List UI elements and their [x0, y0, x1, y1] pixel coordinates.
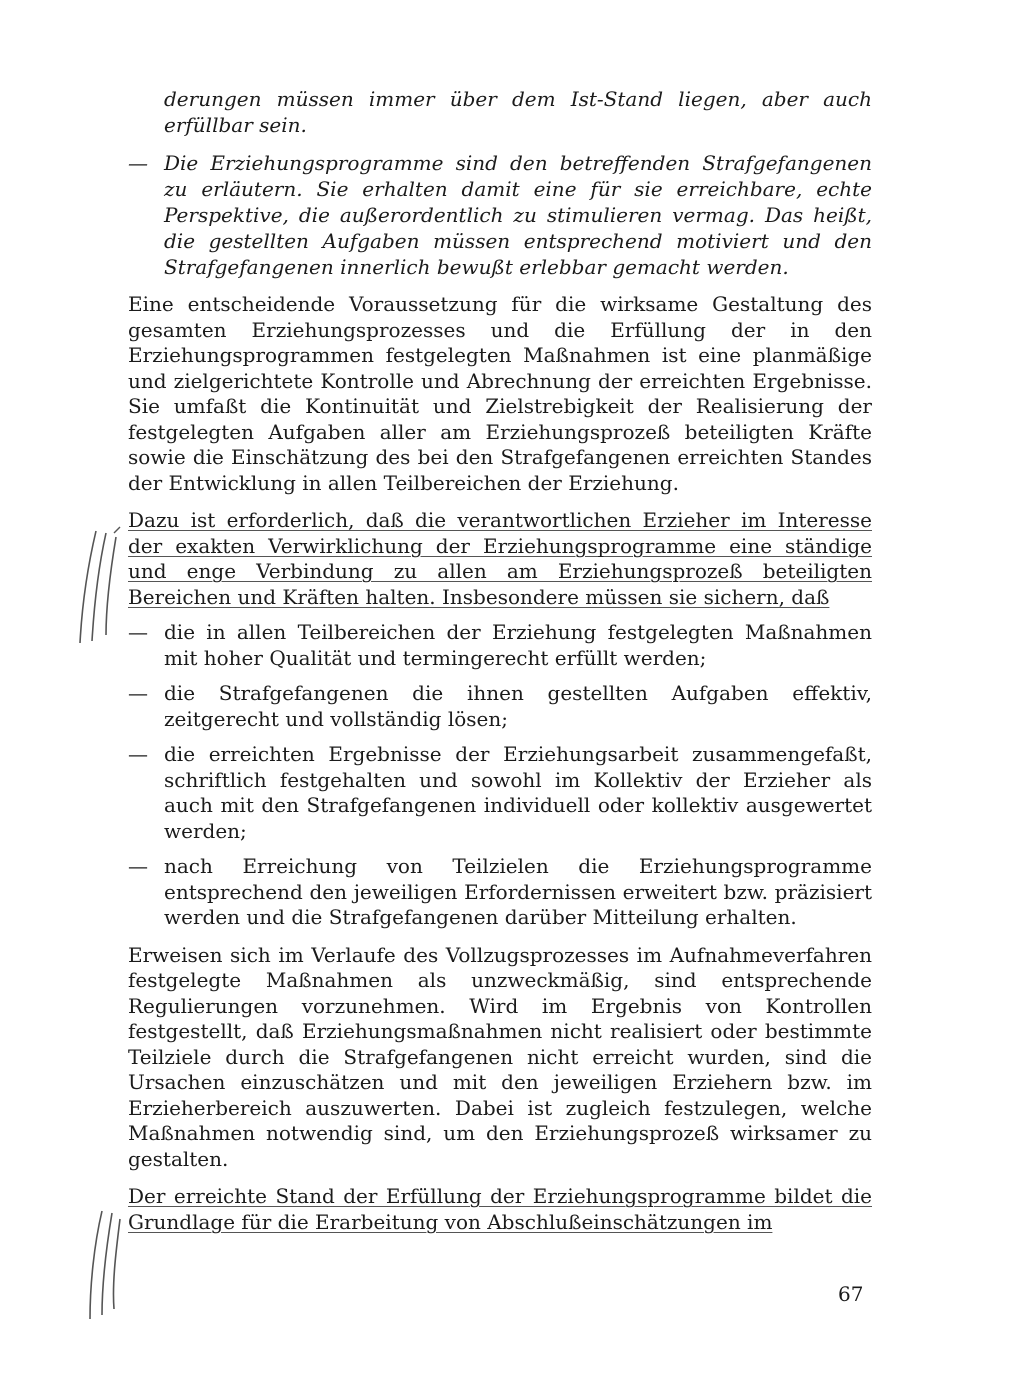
dash-marker: — — [128, 620, 148, 644]
list-item — [128, 742, 872, 844]
list-item-text: die in allen Teilbereichen der Erziehung festgelegten Maßnahmen mit hoher Qualität und termingerecht erfüllt werden; — [164, 620, 872, 670]
pencil-margin-marks-top — [70, 525, 126, 650]
italic-list-item — [128, 150, 872, 280]
dash-marker: — — [128, 854, 148, 878]
italic-item-text: Die Erziehungsprogramme sind den betreffenden Strafgefangenen zu erläutern. Sie erhalten damit eine für sie erreichbare, echte Perspektive, die außerordentlich zu stimulieren vermag. Das heißt, die gestellten Aufgaben müssen entsprechend motiviert und den Strafgefangenen innerlich bewußt erlebbar gemacht werden. — [164, 151, 872, 279]
list-item — [128, 681, 872, 732]
list-item — [128, 620, 872, 671]
list-item — [128, 854, 872, 931]
list-item-text: die Strafgefangenen die ihnen gestellten Aufgaben effektiv, zeitgerecht und vollständig lösen; — [164, 681, 872, 731]
italic-section — [128, 86, 872, 280]
requirements-list — [128, 620, 872, 931]
list-item-text: die erreichten Ergebnisse der Erziehungsarbeit zusammengefaßt, schriftlich festgehalten und sowohl im Kollektiv der Erzieher als auch mit den Strafgefangenen individuell oder kollektiv ausgewertet werden; — [164, 742, 872, 843]
pencil-margin-marks-bottom — [76, 1205, 126, 1325]
dash-marker: — — [128, 681, 148, 705]
paragraph-control: Eine entscheidende Voraussetzung für die wirksame Gestaltung des gesamten Erziehungsprozesses und die Erfüllung der in den Erziehungsprogrammen festgelegten Maßnahmen ist eine planmäßige und zielgerichtete Kontrolle und Abrechnung der erreichten Ergebnisse. Sie umfaßt die Kontinuität und Zielstrebigkeit der Realisierung der festgelegten Aufgaben aller am Erziehungsprozeß beteiligten Kräfte sowie die Einschätzung des bei den Strafgefangenen erreichten Standes der Entwicklung in allen Teilbereichen der Erziehung. — [128, 292, 872, 495]
list-item-text: nach Erreichung von Teilzielen die Erziehungsprogramme entsprechend den jeweiligen Erfordernissen erweitert bzw. präzisiert werden und die Strafgefangenen darüber Mitteilung erhalten. — [164, 854, 872, 929]
page-number: 67 — [838, 1282, 864, 1306]
paragraph-adjustments: Erweisen sich im Verlaufe des Vollzugsprozesses im Aufnahmeverfahren festgelegte Maßnahmen als unzweckmäßig, sind entsprechende Regulierungen vorzunehmen. Wird im Ergebnis von Kontrollen festgestellt, daß Erziehungsmaßnahmen nicht realisiert oder bestimmte Teilziele durch die Strafgefangenen nicht erreicht wurden, sind die Ursachen einzuschätzen und mit den jeweiligen Erziehern bzw. im Erzieherbereich auszuwerten. Dabei ist zugleich festzulegen, welche Maßnahmen notwendig sind, um den Erziehungsprozeß wirksamer zu gestalten. — [128, 942, 872, 1171]
paragraph-final: Der erreichte Stand der Erfüllung der Erziehungsprogramme bildet die Grundlage für die Erarbeitung von Abschlußeinschätzungen im — [128, 1184, 872, 1234]
italic-continuation: derungen müssen immer über dem Ist-Stand liegen, aber auch erfüllbar sein. — [164, 87, 872, 137]
dash-marker: — — [128, 151, 148, 175]
dash-marker: — — [128, 742, 148, 766]
document-page — [128, 86, 872, 1235]
paragraph-requirements: Dazu ist erforderlich, daß die verantwortlichen Erzieher im Interesse der exakten Verwirklichung der Erziehungsprogramme eine ständige und enge Verbindung zu allen am Erziehungsprozeß beteiligten Bereichen und Kräften halten. Insbesondere müssen sie sichern, daß — [128, 508, 872, 609]
